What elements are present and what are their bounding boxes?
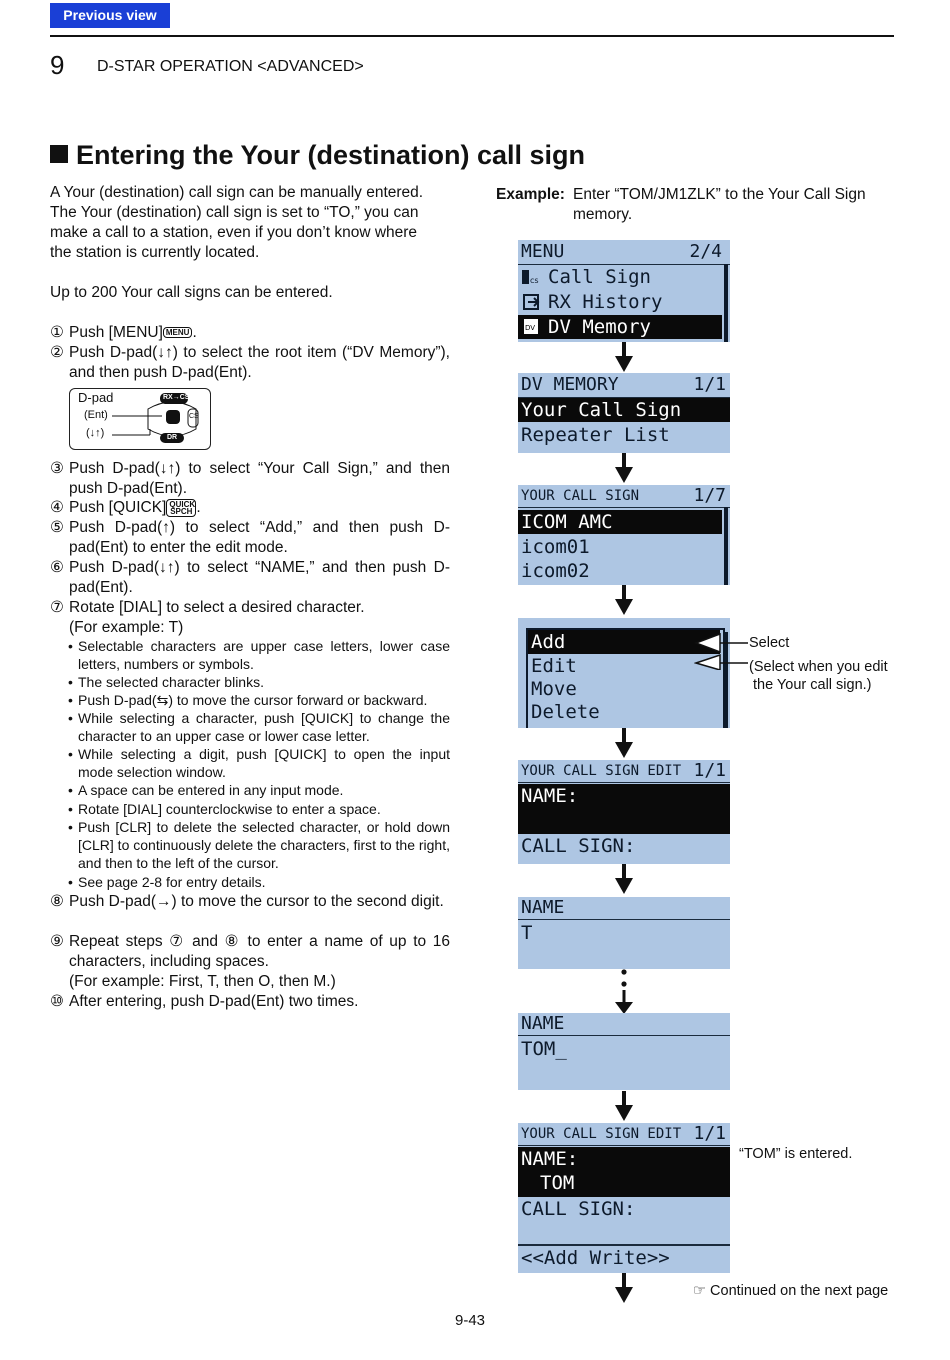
bullet-item: • Rotate [DIAL] counterclockwise to enter a space. (68, 801, 381, 817)
square-bullet-icon (50, 145, 68, 163)
dpad-updown-label: (↓↑) (86, 427, 105, 439)
bullet-item: • While selecting a digit, push [QUICK] to open the input mode selection window. (68, 746, 450, 780)
step-4: ④ Push [QUICK] QUICK SPCH . (50, 499, 201, 516)
intro-paragraph (50, 183, 450, 263)
example-block (496, 185, 894, 223)
step-number: ⑤ (50, 519, 64, 536)
quick-menu-item-add: Add (528, 630, 720, 654)
name-entry-screen (518, 1013, 730, 1090)
step-text: After entering, push D-pad(Ent) two times. (69, 993, 359, 1010)
screen-header: NAME (518, 1013, 730, 1036)
continuation-dots-icon (612, 968, 636, 1016)
intro-line: A Your (destination) call sign can be manually entered. (50, 184, 424, 201)
chapter-title: D-STAR OPERATION <ADVANCED> (97, 58, 364, 75)
screen-header: MENU 2/4 (518, 240, 730, 265)
continued-note: ☞ Continued on the next page (693, 1283, 889, 1299)
list-item-repeater-list: Repeater List (521, 424, 670, 446)
down-arrow-icon (612, 1091, 636, 1123)
name-input: T (521, 922, 533, 944)
header-rule (50, 35, 894, 37)
step-5 (50, 518, 450, 558)
screen-header: NAME (518, 897, 730, 920)
list-item-your-call-sign: Your Call Sign (518, 398, 730, 422)
bullet-item: • While selecting a character, push [QUICK] to change the character to an upper case or lower case letter. (68, 710, 450, 744)
example-text: Enter “TOM/JM1ZLK” to the Your Call Sign memory. (573, 186, 866, 223)
cs-label: CS (189, 413, 199, 420)
dpad-label: D-pad (78, 390, 114, 405)
down-arrow-icon (612, 864, 636, 896)
step-10 (50, 992, 450, 1012)
dpad-diagram (69, 388, 211, 450)
menu-icons (520, 267, 544, 337)
down-arrow-icon (612, 728, 636, 760)
entered-note: “TOM” is entered. (739, 1146, 853, 1162)
screen-header: YOUR CALL SIGN EDIT 1/1 (518, 760, 730, 783)
step-text: Push [MENU] (69, 324, 163, 341)
step-text: Push D-pad(↓↑) to select the root item (“DV Memory”), and then push D-pad(Ent). (69, 344, 450, 381)
down-arrow-icon (612, 342, 636, 374)
step-1: ① Push [MENU] MENU . (50, 324, 197, 341)
step-number: ⑩ (50, 993, 64, 1010)
menu-item-call-sign: Call Sign (548, 266, 651, 288)
svg-text:cs: cs (530, 276, 539, 285)
step-text: Push D-pad(↓↑) to select “Your Call Sign,” and then push D-pad(Ent). (69, 460, 450, 497)
select-edit-note: (Select when you edit (749, 659, 888, 675)
step-number: ② (50, 344, 64, 361)
list-item: icom01 (521, 536, 590, 558)
menu-screen (518, 240, 730, 342)
quick-menu-item-delete: Delete (531, 701, 600, 723)
add-write-item: <<Add Write>> (521, 1247, 670, 1269)
bullet-item: • See page 2-8 for entry details. (68, 874, 266, 890)
step-text: Push D-pad(↑) to select “Add,” and then push D-pad(Ent) to enter the edit mode. (69, 519, 450, 556)
quick-menu-item-move: Move (531, 678, 577, 700)
bullet-item: • A space can be entered in any input mode. (68, 782, 344, 798)
call-sign-field: CALL SIGN: (521, 1198, 636, 1220)
step-2 (50, 343, 450, 383)
step-number: ③ (50, 460, 64, 477)
select-note: Select (749, 635, 790, 651)
pointer-arrows-icon (694, 630, 750, 670)
intro-line: the station is currently located. (50, 244, 260, 261)
call-sign-field: CALL SIGN: (521, 835, 636, 857)
name-entry-screen (518, 897, 730, 969)
screen-header: YOUR CALL SIGN 1/7 (518, 485, 730, 508)
step-text: Repeat steps ⑦ and ⑧ to enter a name of up to 16 characters, including spaces. (69, 933, 450, 970)
edit-screen (518, 760, 730, 864)
bullet-item: • Push [CLR] to delete the selected character, or hold down [CLR] to continuously delete the characters, first to the right, and then to the left of the cursor. (68, 819, 450, 871)
step-subtext: (For example: First, T, then O, then M.) (69, 973, 336, 990)
name-input: TOM_ (521, 1038, 567, 1060)
section-title-text: Entering the Your (destination) call sign (76, 140, 586, 170)
svg-text:DV: DV (525, 324, 536, 332)
name-field: NAME: (521, 1148, 579, 1170)
step-7 (50, 598, 450, 638)
bullet-item: • The selected character blinks. (68, 674, 264, 690)
select-edit-note: the Your call sign.) (753, 677, 872, 693)
scrollbar (724, 507, 728, 585)
down-arrow-icon (612, 453, 636, 485)
section-title (50, 140, 585, 171)
dpad-ent-label: (Ent) (84, 409, 108, 421)
intro-line: The Your (destination) call sign is set to “TO,” you can (50, 204, 419, 221)
chapter-number: 9 (50, 50, 65, 80)
step-9 (50, 932, 450, 992)
step-6 (50, 558, 450, 598)
step-number: ⑧ (50, 893, 64, 910)
quick-key-icon: QUICK SPCH (166, 499, 196, 517)
menu-item-rx-history: RX History (548, 291, 663, 313)
dv-memory-screen (518, 373, 730, 453)
down-arrow-icon (612, 585, 636, 617)
screen-header: DV MEMORY 1/1 (518, 373, 730, 398)
scrollbar (724, 264, 728, 342)
previous-view-button[interactable]: Previous view (50, 3, 170, 28)
edit-screen-filled (518, 1123, 730, 1273)
down-arrow-icon (612, 1273, 636, 1305)
name-value: TOM (540, 1172, 575, 1194)
rx-cs-label: RX→CS (163, 394, 190, 401)
step-subtext: (For example: T) (69, 619, 184, 636)
your-call-sign-screen (518, 485, 730, 585)
example-label: Example: (496, 186, 565, 203)
step-number: ⑨ (50, 933, 64, 950)
step-text: Push [QUICK] (69, 499, 167, 516)
count-note: Up to 200 Your call signs can be entered. (50, 284, 333, 301)
list-item: ICOM AMC (518, 510, 722, 534)
step-text: Rotate [DIAL] to select a desired character. (69, 599, 365, 616)
step-number: ① (50, 324, 64, 341)
quick-menu-item-edit: Edit (531, 655, 577, 677)
page-number: 9-43 (455, 1312, 486, 1329)
dr-label: DR (167, 434, 178, 441)
step-text: Push D-pad(→) to move the cursor to the second digit. (69, 893, 444, 910)
menu-item-dv-memory: DV Memory (518, 315, 722, 339)
step-3 (50, 459, 450, 499)
step-number: ⑦ (50, 599, 64, 616)
list-item: icom02 (521, 560, 590, 582)
step-8 (50, 892, 450, 912)
step-text: Push D-pad(↓↑) to select “NAME,” and then push D-pad(Ent). (69, 559, 450, 596)
step-number: ⑥ (50, 559, 64, 576)
screen-header: YOUR CALL SIGN EDIT 1/1 (518, 1123, 730, 1146)
menu-key-icon: MENU (163, 327, 193, 338)
step-number: ④ (50, 499, 64, 516)
bullet-item: • Selectable characters are upper case letters, lower case letters, numbers or symbols. (68, 638, 450, 672)
bullet-item: • Push D-pad(⇆) to move the cursor forward or backward. (68, 692, 428, 708)
name-field: NAME: (521, 785, 579, 807)
intro-line: make a call to a station, even if you don’t know where (50, 224, 418, 241)
